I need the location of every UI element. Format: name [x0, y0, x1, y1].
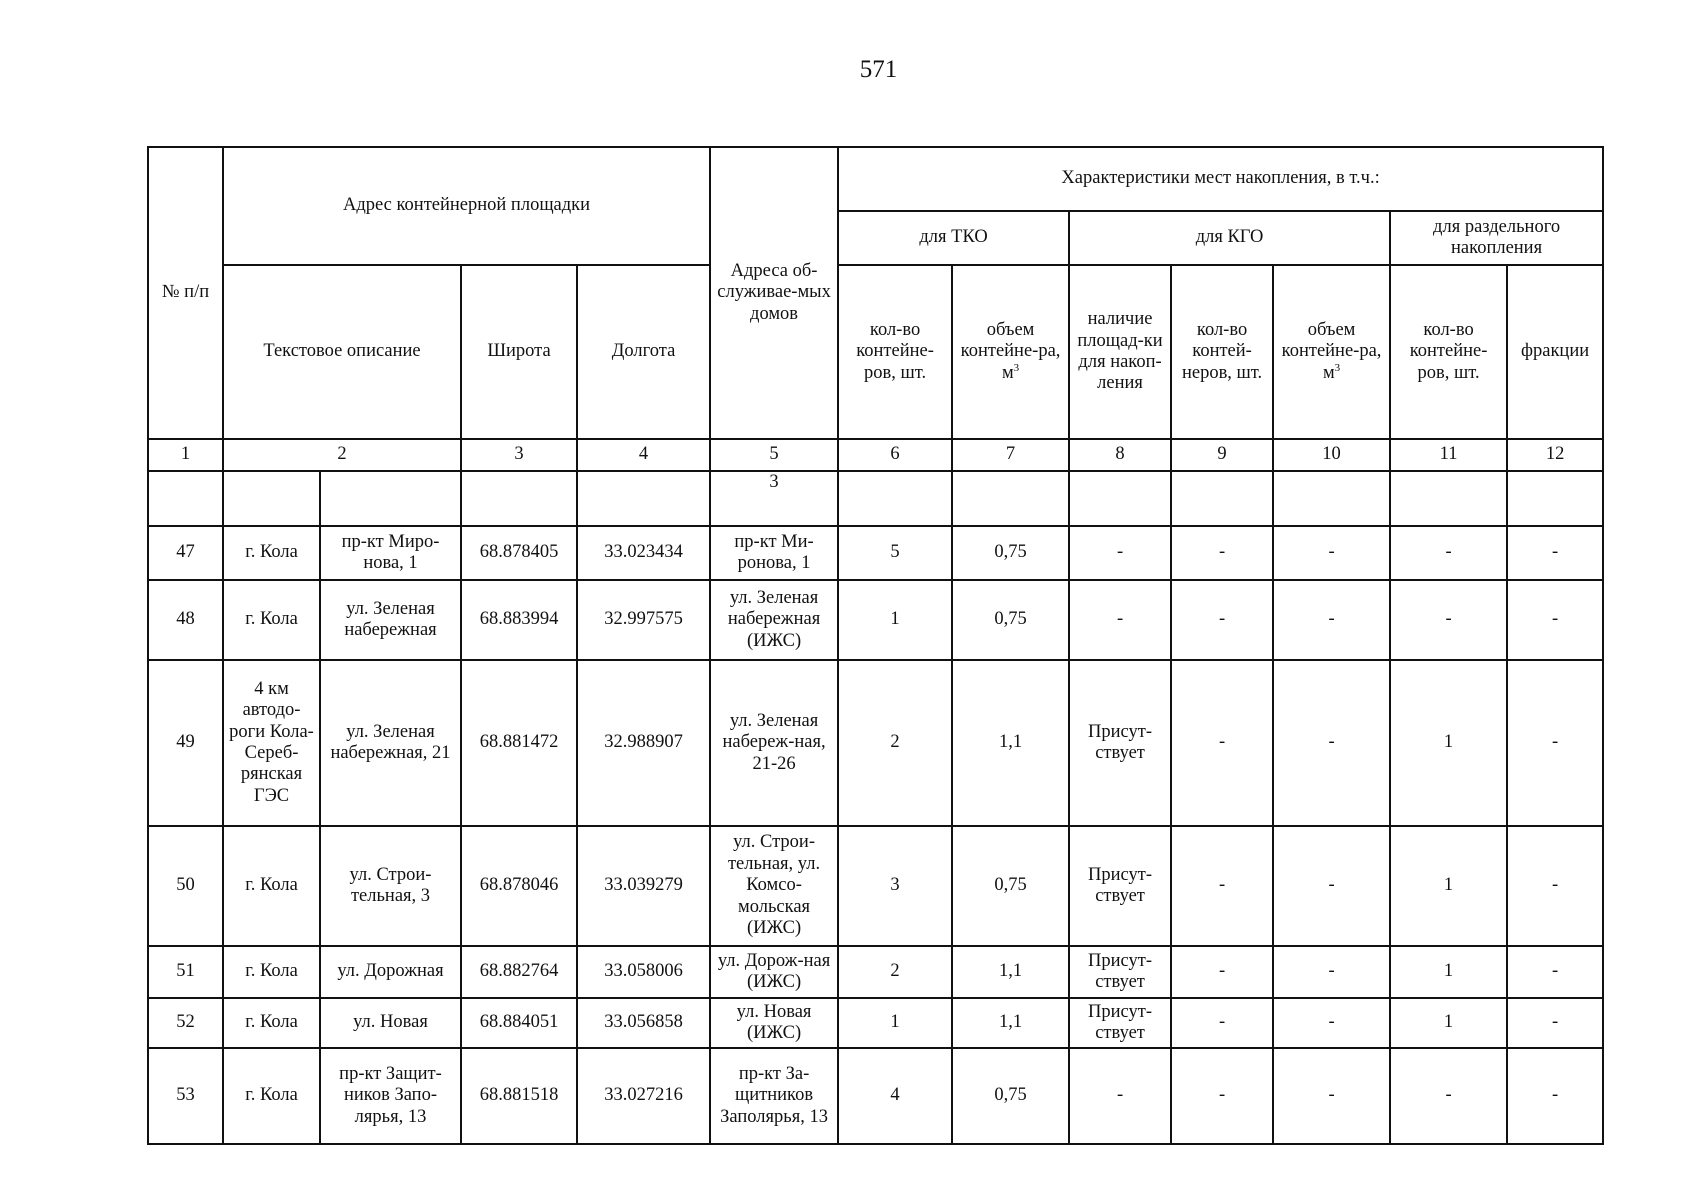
served-houses: ул. Новая (ИЖС): [710, 998, 838, 1048]
settlement: г. Кола: [223, 580, 320, 660]
column-number: 4: [577, 439, 710, 471]
longitude: 33.056858: [577, 998, 710, 1048]
header-separate-fraction: фракции: [1507, 265, 1603, 439]
column-number: 5: [710, 439, 838, 471]
superscript: 3: [1013, 361, 1020, 374]
column-number: 10: [1273, 439, 1390, 471]
column-number: 2: [223, 439, 461, 471]
row-number: 50: [148, 826, 223, 946]
table-row: [148, 526, 1603, 580]
served-houses: ул. Строи-тельная, ул. Комсо-мольская (ИЖС): [710, 826, 838, 946]
longitude: 32.988907: [577, 660, 710, 826]
header-row-3: [148, 265, 1603, 439]
table-row: [148, 946, 1603, 998]
tko-container-volume: 0,75: [952, 1048, 1069, 1144]
separate-container-count: 1: [1390, 826, 1507, 946]
header-served-houses: Адреса об-служивае-мых домов: [710, 147, 838, 439]
street-description: ул. Дорожная: [320, 946, 461, 998]
header-separate-count: кол-во контейне-ров, шт.: [1390, 265, 1507, 439]
tko-container-count: 5: [838, 526, 952, 580]
kgo-site-presence: -: [1069, 580, 1171, 660]
tko-container-volume: 1,1: [952, 660, 1069, 826]
kgo-container-volume: -: [1273, 1048, 1390, 1144]
longitude: 33.058006: [577, 946, 710, 998]
header-kgo-count: кол-во контей-неров, шт.: [1171, 265, 1273, 439]
header-kgo: для КГО: [1069, 211, 1390, 265]
header-tko: для ТКО: [838, 211, 1069, 265]
kgo-container-volume: -: [1273, 826, 1390, 946]
street-description: ул. Новая: [320, 998, 461, 1048]
row-number: 48: [148, 580, 223, 660]
kgo-container-count: -: [1171, 946, 1273, 998]
header-kgo-volume: объем контейне-ра, $м^3$: [1273, 265, 1390, 439]
row-number: 47: [148, 526, 223, 580]
spacer-cell: 3: [710, 471, 838, 526]
header-latitude: Широта: [461, 265, 577, 439]
separate-container-count: -: [1390, 1048, 1507, 1144]
kgo-container-count: -: [1171, 1048, 1273, 1144]
tko-container-count: 2: [838, 946, 952, 998]
separate-fraction: -: [1507, 826, 1603, 946]
kgo-container-count: -: [1171, 998, 1273, 1048]
header-characteristics: Характеристики мест накопления, в т.ч.:: [838, 147, 1603, 211]
kgo-site-presence: -: [1069, 1048, 1171, 1144]
settlement: 4 км автодо-роги Кола-Сереб-рянская ГЭС: [223, 660, 320, 826]
latitude: 68.878046: [461, 826, 577, 946]
header-kgo-presence: наличие площад-ки для накоп-ления: [1069, 265, 1171, 439]
table-row: [148, 660, 1603, 826]
street-description: пр-кт Миро-нова, 1: [320, 526, 461, 580]
tko-container-count: 3: [838, 826, 952, 946]
latitude: 68.881518: [461, 1048, 577, 1144]
served-houses: пр-кт Ми-ронова, 1: [710, 526, 838, 580]
tko-container-count: 1: [838, 580, 952, 660]
longitude: 33.027216: [577, 1048, 710, 1144]
longitude: 33.023434: [577, 526, 710, 580]
column-number: 6: [838, 439, 952, 471]
tko-container-volume: 0,75: [952, 580, 1069, 660]
longitude: 32.997575: [577, 580, 710, 660]
column-number: 8: [1069, 439, 1171, 471]
tko-container-volume: 1,1: [952, 946, 1069, 998]
latitude: 68.878405: [461, 526, 577, 580]
row-number: 52: [148, 998, 223, 1048]
separate-fraction: -: [1507, 1048, 1603, 1144]
header-num: № п/п: [148, 147, 223, 439]
tko-container-volume: 0,75: [952, 526, 1069, 580]
latitude: 68.882764: [461, 946, 577, 998]
settlement: г. Кола: [223, 826, 320, 946]
header-text-description: Текстовое описание: [223, 265, 461, 439]
column-number: 12: [1507, 439, 1603, 471]
tko-container-volume: 1,1: [952, 998, 1069, 1048]
table-row: [148, 580, 1603, 660]
kgo-container-count: -: [1171, 660, 1273, 826]
separate-fraction: -: [1507, 580, 1603, 660]
street-description: ул. Строи-тельная, 3: [320, 826, 461, 946]
column-number-row: [148, 439, 1603, 471]
kgo-container-volume: -: [1273, 998, 1390, 1048]
served-houses: ул. Зеленая набережная (ИЖС): [710, 580, 838, 660]
row-number: 53: [148, 1048, 223, 1144]
separate-container-count: 1: [1390, 946, 1507, 998]
settlement: г. Кола: [223, 998, 320, 1048]
latitude: 68.881472: [461, 660, 577, 826]
page-number: 571: [859, 56, 898, 83]
kgo-site-presence: Присут-ствует: [1069, 998, 1171, 1048]
row-number: 49: [148, 660, 223, 826]
street-description: ул. Зеленая набережная: [320, 580, 461, 660]
settlement: г. Кола: [223, 526, 320, 580]
superscript: 3: [1334, 361, 1341, 374]
separate-fraction: -: [1507, 946, 1603, 998]
header-tko-volume: объем контейне-ра, $м^3$: [952, 265, 1069, 439]
row-number: 51: [148, 946, 223, 998]
table-body: [148, 147, 1603, 1144]
tko-container-count: 1: [838, 998, 952, 1048]
spacer-row: [148, 471, 1603, 526]
separate-fraction: -: [1507, 998, 1603, 1048]
tko-container-count: 2: [838, 660, 952, 826]
settlement: г. Кола: [223, 946, 320, 998]
served-houses: ул. Зеленая набереж-ная, 21-26: [710, 660, 838, 826]
tko-container-volume: 0,75: [952, 826, 1069, 946]
settlement: г. Кола: [223, 1048, 320, 1144]
kgo-site-presence: Присут-ствует: [1069, 660, 1171, 826]
kgo-container-count: -: [1171, 580, 1273, 660]
table-row: [148, 1048, 1603, 1144]
kgo-container-count: -: [1171, 526, 1273, 580]
kgo-container-volume: -: [1273, 946, 1390, 998]
kgo-container-volume: -: [1273, 580, 1390, 660]
header-row-1: [148, 147, 1603, 211]
column-number: 3: [461, 439, 577, 471]
served-houses: ул. Дорож-ная (ИЖС): [710, 946, 838, 998]
street-description: ул. Зеленая набережная, 21: [320, 660, 461, 826]
separate-container-count: -: [1390, 526, 1507, 580]
column-number: 7: [952, 439, 1069, 471]
column-number: 11: [1390, 439, 1507, 471]
header-tko-count: кол-во контейне-ров, шт.: [838, 265, 952, 439]
tko-container-count: 4: [838, 1048, 952, 1144]
header-address: Адрес контейнерной площадки: [223, 147, 710, 265]
longitude: 33.039279: [577, 826, 710, 946]
latitude: 68.883994: [461, 580, 577, 660]
kgo-container-volume: -: [1273, 660, 1390, 826]
column-number: 1: [148, 439, 223, 471]
separate-container-count: -: [1390, 580, 1507, 660]
container-sites-table: [147, 146, 1604, 1145]
table-row: [148, 998, 1603, 1048]
kgo-container-volume: -: [1273, 526, 1390, 580]
kgo-site-presence: Присут-ствует: [1069, 946, 1171, 998]
served-houses: пр-кт За-щитников Заполярья, 13: [710, 1048, 838, 1144]
kgo-site-presence: -: [1069, 526, 1171, 580]
header-longitude: Долгота: [577, 265, 710, 439]
separate-container-count: 1: [1390, 998, 1507, 1048]
latitude: 68.884051: [461, 998, 577, 1048]
kgo-site-presence: Присут-ствует: [1069, 826, 1171, 946]
separate-fraction: -: [1507, 660, 1603, 826]
header-separate: для раздельного накопления: [1390, 211, 1603, 265]
table-row: [148, 826, 1603, 946]
separate-container-count: 1: [1390, 660, 1507, 826]
kgo-container-count: -: [1171, 826, 1273, 946]
street-description: пр-кт Защит-ников Запо-лярья, 13: [320, 1048, 461, 1144]
separate-fraction: -: [1507, 526, 1603, 580]
column-number: 9: [1171, 439, 1273, 471]
